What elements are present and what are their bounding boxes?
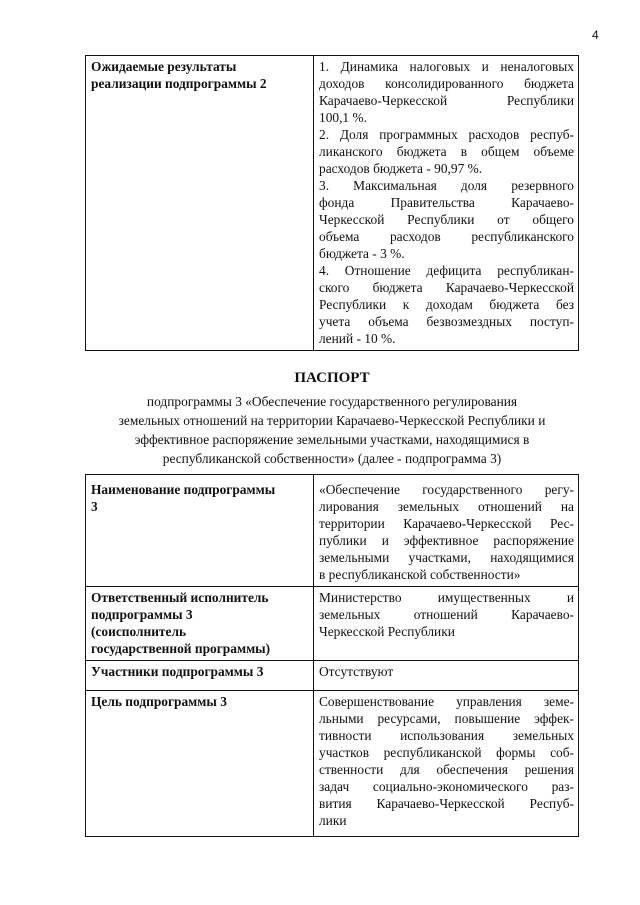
subtitle-line: земельных отношений на территории Карачаево-Черкесской Республики и <box>118 413 546 428</box>
table-row <box>86 661 579 691</box>
row-value <box>314 587 579 661</box>
value-line: публики и эффективное распоряжение <box>319 533 574 548</box>
passport-table <box>85 474 579 837</box>
value-line: задач социально-экономического раз- <box>319 779 574 794</box>
value-line: расходов бюджета - 90,97 %. <box>319 161 483 176</box>
value-line: доходов консолидированного бюджета <box>319 76 574 91</box>
value-line: Черкесской Республики от общего <box>319 212 574 227</box>
value-line: 1. Динамика налоговых и неналоговых <box>319 59 574 74</box>
row-value <box>314 475 579 587</box>
label-line: государственной программы) <box>91 641 271 656</box>
value-line: бюджета - 3 %. <box>319 246 405 261</box>
value-line: «Обеспечение государственного регу- <box>319 482 574 497</box>
subtitle-line: подпрограммы 3 «Обеспечение государственного регулирования <box>146 394 518 409</box>
value-line: Совершенствование управления земе- <box>319 694 574 709</box>
value-line: Отсутствуют <box>319 664 394 679</box>
value-line: территории Карачаево-Черкесской Рес- <box>319 516 574 531</box>
row-value <box>314 691 579 837</box>
label-line: (соисполнитель <box>91 624 187 639</box>
table-row <box>86 587 579 661</box>
value-line: Министерство имущественных и <box>319 590 574 605</box>
value-line: земельными участками, находящимися <box>319 550 574 565</box>
label-line: Наименование подпрограммы <box>91 482 276 497</box>
value-line: ского бюджета Карачаево-Черкесской <box>319 280 574 295</box>
value-line: ликанского бюджета в общем объеме <box>319 144 574 159</box>
label-line: Ответственный исполнитель <box>91 590 269 605</box>
value-line: объема расходов республиканского <box>319 229 574 244</box>
value-line: ственности для обеспечения решения <box>319 762 574 777</box>
label-line: реализации подпрограммы 2 <box>91 76 267 91</box>
label-line: Ожидаемые результаты <box>91 59 237 74</box>
value-line: учета объема безвозмездных поступ- <box>319 314 574 329</box>
table-row <box>86 475 579 587</box>
value-line: Карачаево-Черкесской Республики <box>319 93 574 108</box>
passport-subtitle <box>80 392 584 468</box>
label-line: Участники подпрограммы 3 <box>91 664 264 679</box>
value-line: земельных отношений Карачаево- <box>319 607 574 622</box>
value-line: лики <box>319 813 347 828</box>
value-line: Республики к доходам бюджета без <box>319 297 574 312</box>
value-line: 4. Отношение дефицита республикан- <box>319 263 574 278</box>
value-line: в республиканской собственности» <box>319 567 521 582</box>
value-line: Черкесской Республики <box>319 624 455 639</box>
value-line: участков республиканской формы соб- <box>319 745 574 760</box>
label-line: Цель подпрограммы 3 <box>91 694 227 709</box>
page-number: 4 <box>592 28 599 42</box>
value-line: вития Карачаево-Черкесской Респуб- <box>319 796 574 811</box>
label-line: 3 <box>91 499 98 514</box>
table-row <box>86 56 579 351</box>
row-value <box>314 661 579 691</box>
expected-results-label <box>86 56 314 351</box>
value-line: тивности использования земельных <box>319 728 574 743</box>
row-label <box>86 475 314 587</box>
expected-results-value <box>314 56 579 351</box>
row-label <box>86 661 314 691</box>
value-line: 2. Доля программных расходов респуб- <box>319 127 574 142</box>
expected-results-table <box>85 55 579 351</box>
value-line: 100,1 %. <box>319 110 367 125</box>
value-line: лений - 10 %. <box>319 331 396 346</box>
value-line: лирования земельных отношений на <box>319 499 574 514</box>
passport-title: ПАСПОРТ <box>294 370 370 386</box>
row-label <box>86 691 314 837</box>
label-line: подпрограммы 3 <box>91 607 193 622</box>
table-row <box>86 691 579 837</box>
value-line: 3. Максимальная доля резервного <box>319 178 574 193</box>
row-label <box>86 587 314 661</box>
value-line: фонда Правительства Карачаево- <box>319 195 574 210</box>
subtitle-line: республиканской собственности» (далее - подпрограмма 3) <box>162 451 502 466</box>
value-line: льными ресурсами, повышение эффек- <box>319 711 574 726</box>
subtitle-line: эффективное распоряжение земельными участками, находящимися в <box>134 432 530 447</box>
